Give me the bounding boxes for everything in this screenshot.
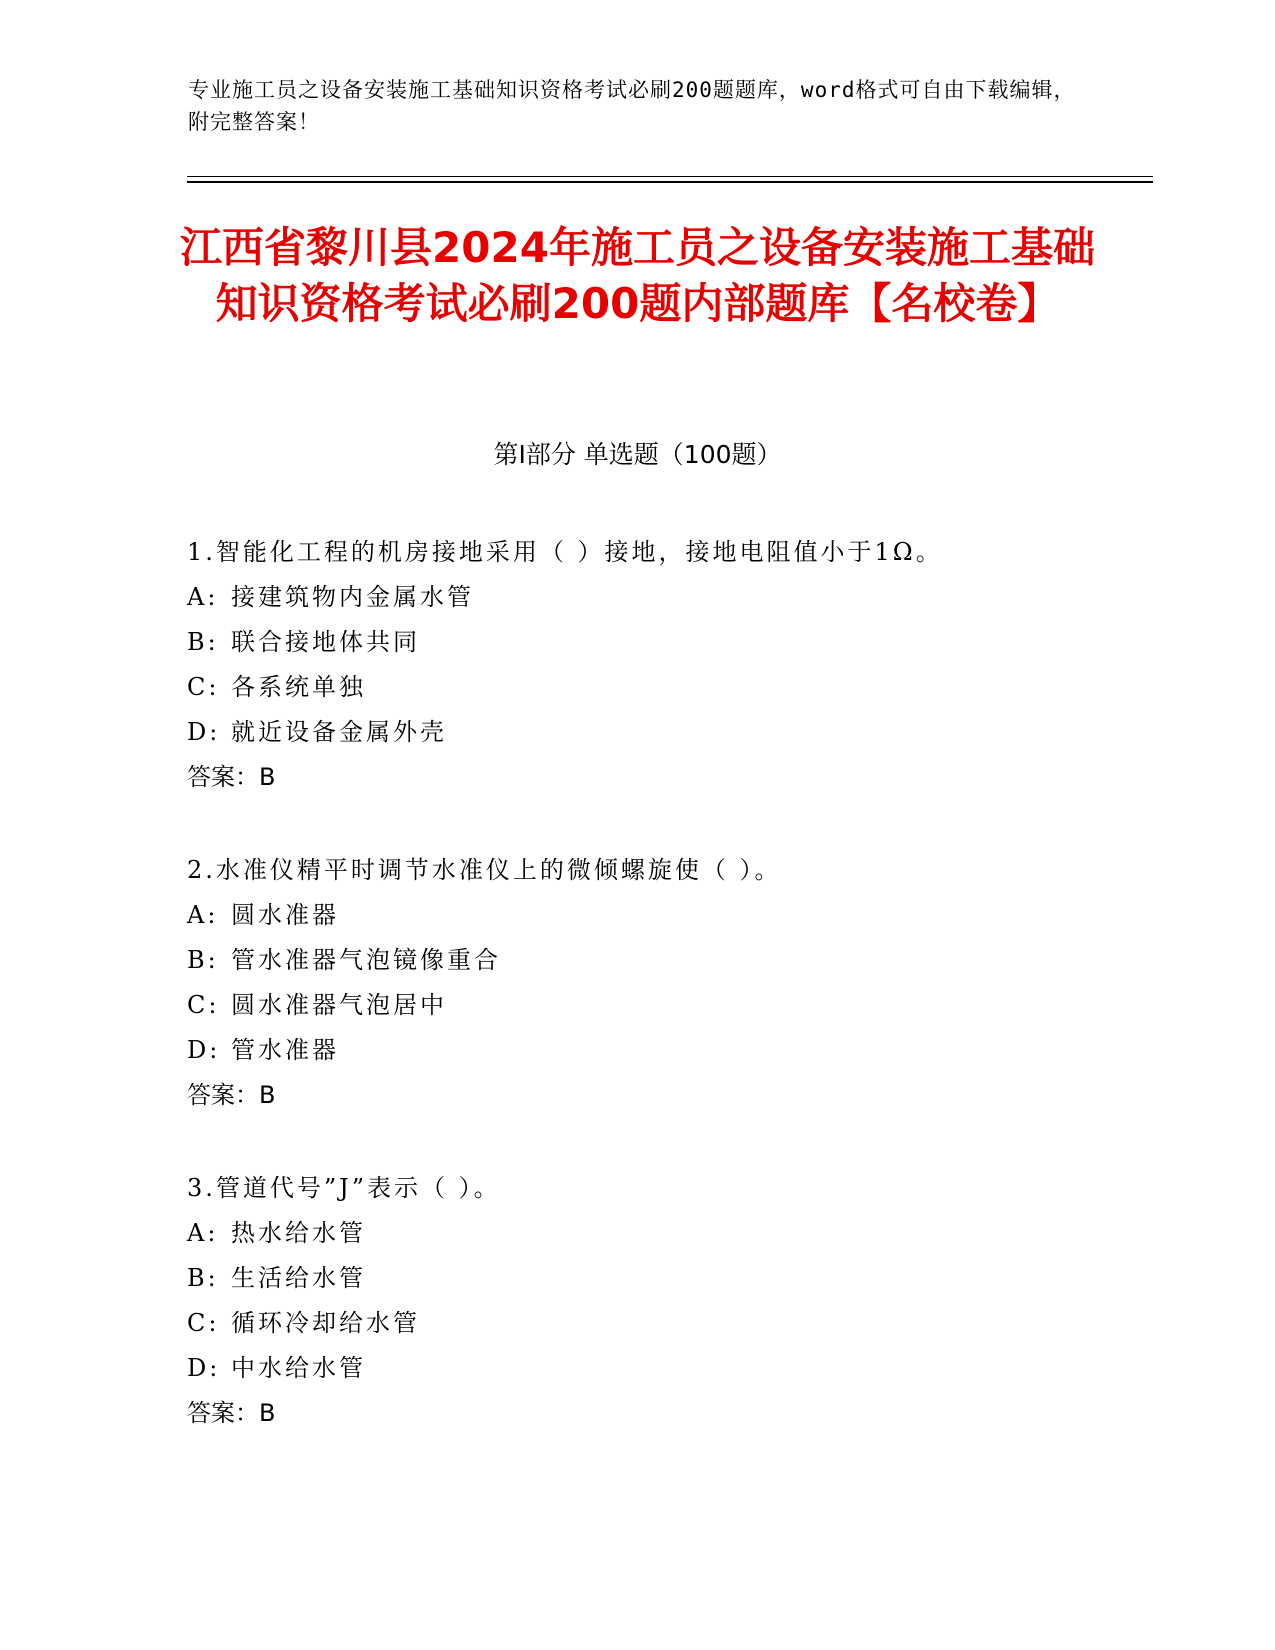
option-c [187, 983, 1147, 1028]
option-a [187, 575, 1147, 620]
header-note: 专业施工员之设备安装施工基础知识资格考试必刷200题题库，word格式可自由下载编辑，附完整答案！ [188, 78, 1076, 134]
answer: 答案：B [187, 1081, 276, 1109]
option-c [187, 1301, 1147, 1346]
document-title: 江西省黎川县2024年施工员之设备安装施工基础知识资格考试必刷200题内部题库【名校卷】 [180, 223, 1095, 328]
option-letter: A: [187, 583, 219, 611]
option-a [187, 893, 1147, 938]
option-a [187, 1211, 1147, 1256]
answer: 答案：B [187, 1399, 276, 1427]
header-divider-thin [187, 176, 1153, 177]
option-letter: B: [187, 946, 219, 974]
answer: 答案：B [187, 763, 276, 791]
option-text: 循环冷却给水管 [231, 1309, 420, 1337]
option-c [187, 665, 1147, 710]
option-text: 圆水准器气泡居中 [231, 991, 447, 1019]
option-b [187, 938, 1147, 983]
option-letter: A: [187, 901, 219, 929]
option-letter: C: [187, 673, 220, 701]
option-letter: D: [187, 1036, 221, 1064]
option-text: 生活给水管 [231, 1264, 366, 1292]
question-stem: 3.管道代号”J”表示（ ）。 [187, 1174, 501, 1202]
question-2 [187, 848, 1147, 1118]
question-1 [187, 530, 1147, 800]
option-d [187, 1028, 1147, 1073]
question-stem: 2.水准仪精平时调节水准仪上的微倾螺旋使（ ）。 [187, 856, 782, 884]
option-letter: A: [187, 1219, 219, 1247]
option-text: 热水给水管 [231, 1219, 366, 1247]
option-text: 管水准器 [231, 1036, 339, 1064]
section-title: 第Ⅰ部分 单选题（100题） [493, 440, 782, 469]
header-divider-thick [187, 181, 1153, 183]
option-text: 各系统单独 [231, 673, 366, 701]
option-letter: B: [187, 628, 219, 656]
option-d [187, 710, 1147, 755]
option-b [187, 1256, 1147, 1301]
option-text: 管水准器气泡镜像重合 [231, 946, 501, 974]
option-d [187, 1346, 1147, 1391]
option-text: 接建筑物内金属水管 [231, 583, 474, 611]
option-letter: D: [187, 718, 221, 746]
question-3 [187, 1166, 1147, 1436]
option-letter: D: [187, 1354, 221, 1382]
option-letter: C: [187, 1309, 220, 1337]
option-letter: B: [187, 1264, 219, 1292]
option-text: 联合接地体共同 [231, 628, 420, 656]
option-b [187, 620, 1147, 665]
question-stem: 1.智能化工程的机房接地采用（ ）接地，接地电阻值小于1Ω。 [187, 538, 943, 566]
option-text: 就近设备金属外壳 [231, 718, 447, 746]
option-letter: C: [187, 991, 220, 1019]
option-text: 圆水准器 [231, 901, 339, 929]
option-text: 中水给水管 [231, 1354, 366, 1382]
